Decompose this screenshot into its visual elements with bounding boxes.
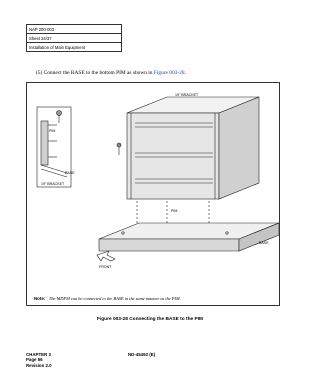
revision: Revision 2.0 (26, 362, 52, 368)
step-body: (5) Connect the BASE to the bottom PIM as shown in (36, 70, 154, 76)
step-end: . (184, 70, 186, 76)
label-pim-center: PIM (171, 209, 178, 213)
sheet-number: Sheet 24/37 (27, 34, 121, 43)
step-text (36, 70, 186, 76)
pim-base-illustration (27, 83, 279, 305)
footer-left (26, 352, 52, 368)
note-label: Note: (34, 296, 46, 301)
label-19in-bracket-top: 19" BRACKET (175, 93, 199, 97)
note-text: The MDFM can be connected to the BASE in the same manner as the PIM. (48, 296, 181, 301)
section-title: Installation of Main Equipment (29, 44, 86, 50)
figure-caption: Figure 003-28 Connecting the BASE to the PIM (96, 317, 204, 322)
header-box (26, 24, 122, 52)
figure-note (34, 296, 181, 301)
doc-id: NAP 200-003 (27, 25, 121, 34)
label-base-right: BASE (259, 241, 269, 245)
figure-frame (26, 82, 280, 306)
figure-link[interactable]: Figure 003-28 (153, 70, 185, 76)
footer-doc-id: ND-45492 (E) (128, 352, 156, 357)
label-base-inset: BASE (65, 171, 75, 175)
label-front: FRONT (99, 265, 112, 269)
chapter: CHAPTER 3 (26, 352, 51, 357)
label-pim-inset: PIM (49, 129, 56, 133)
page-number: Page 56 (26, 357, 43, 363)
label-19in-bracket-left: 19" BRACKET (41, 182, 65, 186)
